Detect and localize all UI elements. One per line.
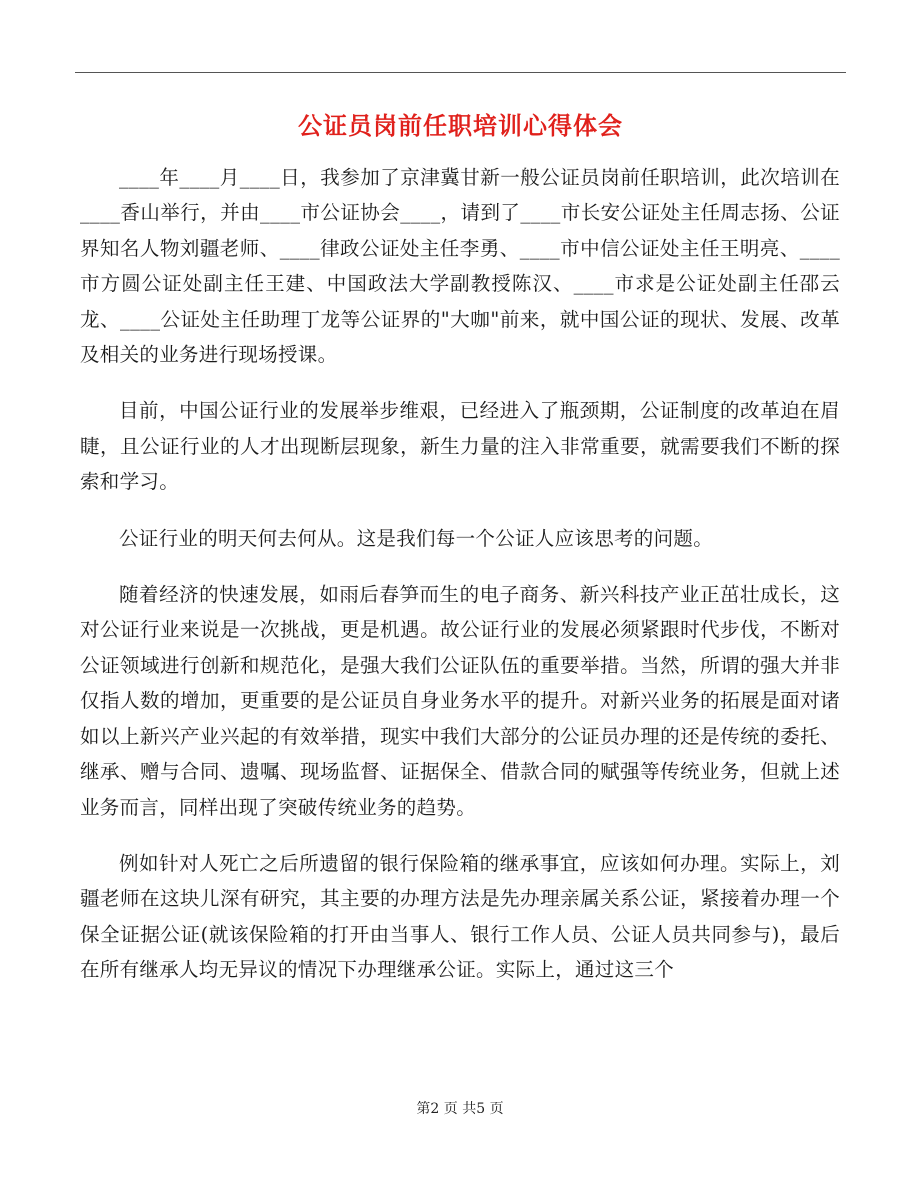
paragraph-5: 例如针对人死亡之后所遗留的银行保险箱的继承事宜，应该如何办理。实际上，刘疆老师在这块儿深有研究，其主要的办理方法是先办理亲属关系公证，紧接着办理一个保全证据公证(就该保险箱的打开由当事人、银行工作人员、公证人员共同参与)，最后在所有继承人均无异议的情况下办理继承公证。实际上，通过这三个 [80,851,840,982]
paragraph-1: ____年____月____日，我参加了京津冀甘新一般公证员岗前任职培训，此次培训在____香山举行，并由____市公证协会____，请到了____市长安公证处主任周志扬、公证界知名人物刘疆老师、____律政公证处主任李勇、____市中信公证处主任王明亮、____市方圆公证处副主任王建、中国政法大学副教授陈汉、____市求是公证处副主任邵云龙、____公证处主任助理丁龙等公证界的"大咖"前来，就中国公证的现状、发展、改革及相关的业务进行现场授课。 [80,166,840,367]
paragraph-2: 目前，中国公证行业的发展举步维艰，已经进入了瓶颈期，公证制度的改革迫在眉睫，且公证行业的人才出现断层现象，新生力量的注入非常重要，就需要我们不断的探索和学习。 [80,399,840,494]
document-body [80,160,840,1009]
header-rule [75,72,846,73]
document-title: 公证员岗前任职培训心得体会 [298,111,623,140]
page-number: 第2 页 共5 页 [416,1101,504,1117]
paragraph-4: 随着经济的快速发展，如雨后春笋而生的电子商务、新兴科技产业正茁壮成长，这对公证行业来说是一次挑战，更是机遇。故公证行业的发展必须紧跟时代步伐，不断对公证领域进行创新和规范化，是强大我们公证队伍的重要举措。当然，所谓的强大并非仅指人数的增加，更重要的是公证员自身业务水平的提升。对新兴业务的拓展是面对诸如以上新兴产业兴起的有效举措，现实中我们大部分的公证员办理的还是传统的委托、继承、赠与合同、遗嘱、现场监督、证据保全、借款合同的赋强等传统业务，但就上述业务而言，同样出现了突破传统业务的趋势。 [80,583,840,819]
paragraph-3: 公证行业的明天何去何从。这是我们每一个公证人应该思考的问题。 [119,526,714,550]
